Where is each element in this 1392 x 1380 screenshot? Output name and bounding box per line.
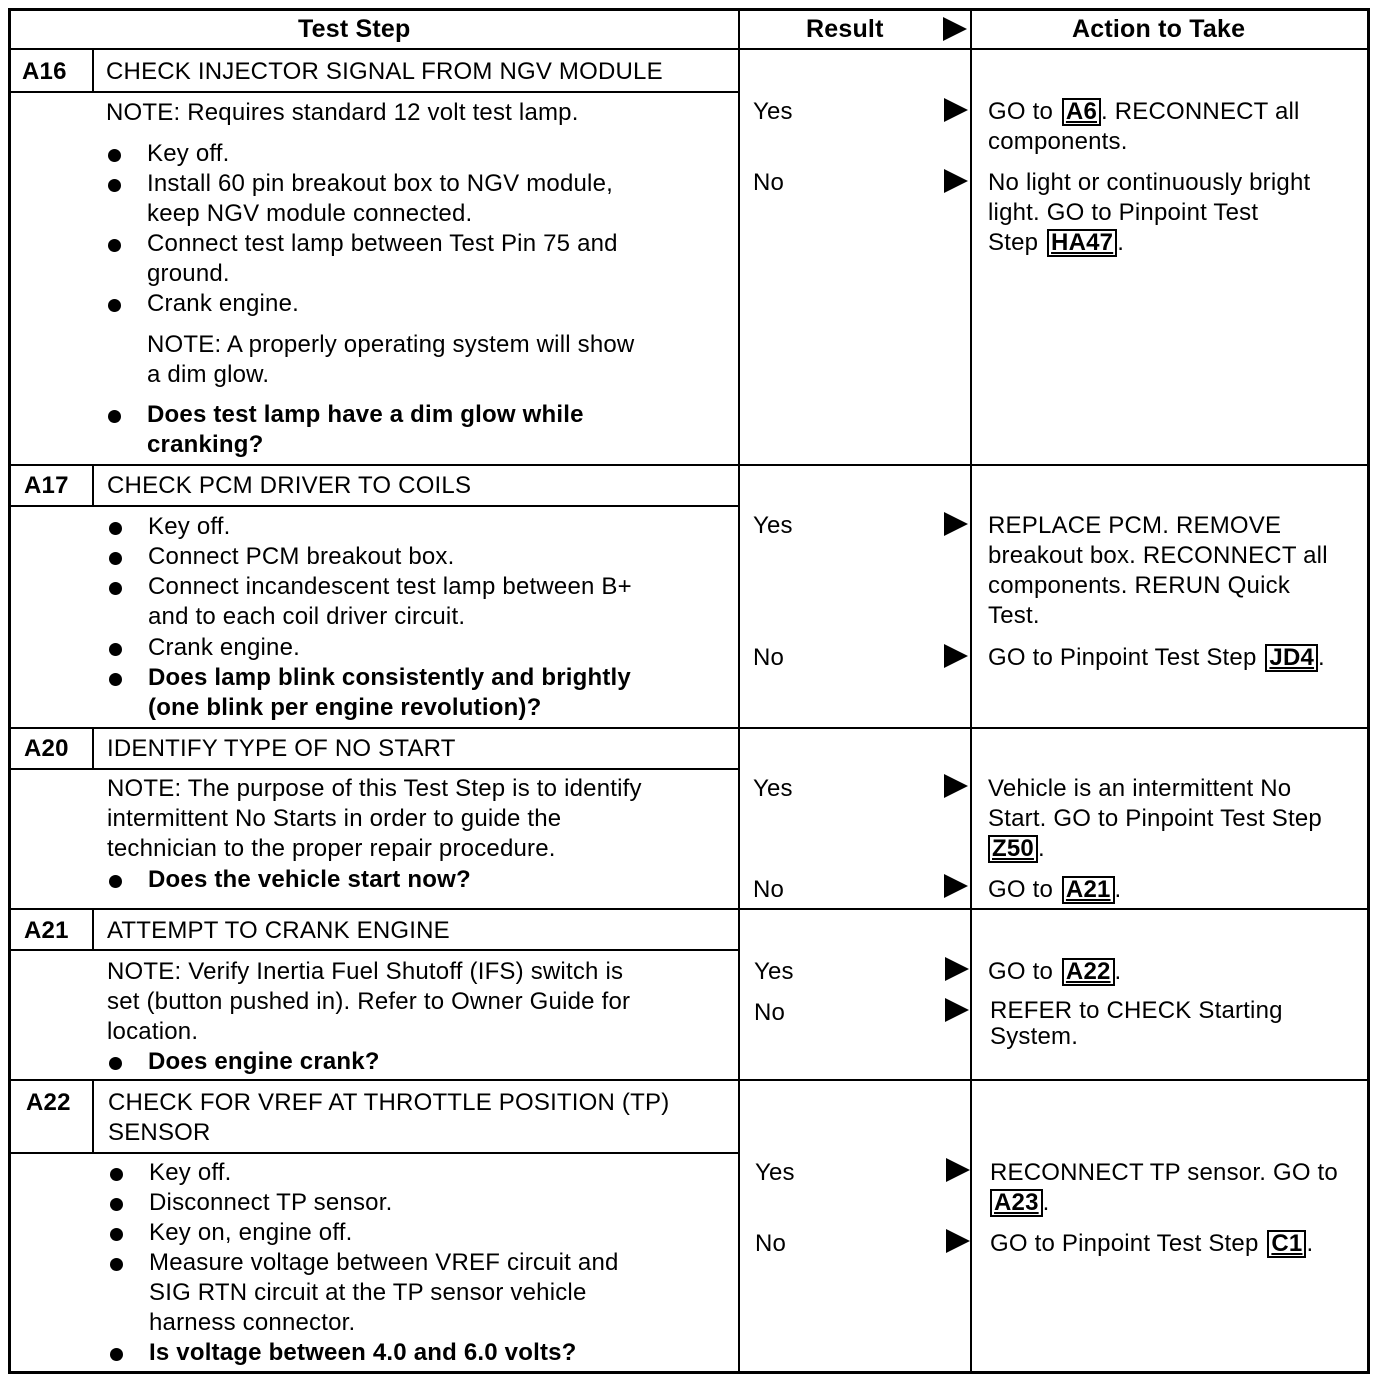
step-item: SIG RTN circuit at the TP sensor vehicle — [149, 1279, 587, 1306]
arrow-icon — [946, 1158, 970, 1182]
action-text: Test. — [988, 602, 1040, 629]
action-text: GO to — [988, 98, 1054, 125]
action-text: Start. GO to Pinpoint Test Step — [988, 805, 1322, 832]
bullet-icon — [110, 1198, 123, 1211]
action-text: . RECONNECT all — [1101, 98, 1300, 125]
action-text: System. — [990, 1023, 1079, 1050]
action-text: . — [1114, 876, 1122, 903]
step-note: NOTE: The purpose of this Test Step is to identify — [107, 775, 642, 802]
action-text: RECONNECT TP sensor. GO to — [990, 1159, 1338, 1186]
result-no: No — [753, 876, 785, 903]
step-ref-link[interactable]: C1 — [1267, 1230, 1306, 1258]
action-text: . — [1114, 958, 1122, 985]
step-note: NOTE: A properly operating system will show — [147, 331, 635, 358]
action-text: Step — [988, 229, 1039, 256]
step-item: Connect incandescent test lamp between B+ — [148, 573, 632, 600]
arrow-icon — [944, 644, 968, 668]
step-ref-link[interactable]: A6 — [1062, 98, 1101, 126]
step-ref-link[interactable]: A21 — [1062, 876, 1115, 904]
bullet-icon — [110, 1228, 123, 1241]
action-text: REPLACE PCM. REMOVE — [988, 512, 1282, 539]
result-no: No — [753, 644, 785, 671]
result-yes: Yes — [753, 98, 793, 125]
step-note: NOTE: Requires standard 12 volt test lamp. — [106, 99, 579, 126]
step-title: ATTEMPT TO CRANK ENGINE — [107, 917, 450, 944]
step-item: and to each coil driver circuit. — [148, 603, 466, 630]
step-question: Does the vehicle start now? — [148, 866, 471, 893]
step-note: NOTE: Verify Inertia Fuel Shutoff (IFS) switch is — [107, 958, 624, 985]
bullet-icon — [110, 1348, 123, 1361]
bullet-icon — [110, 1168, 123, 1181]
action-text: REFER to CHECK Starting — [990, 997, 1283, 1024]
action-no — [988, 875, 1121, 905]
bullet-icon — [109, 582, 122, 595]
step-item: harness connector. — [149, 1309, 356, 1336]
arrow-icon — [944, 874, 968, 898]
step-note: technician to the proper repair procedure. — [107, 835, 556, 862]
step-question: Is voltage between 4.0 and 6.0 volts? — [149, 1339, 577, 1366]
step-item: keep NGV module connected. — [147, 200, 473, 227]
step-item: Key on, engine off. — [149, 1219, 353, 1246]
step-ref-link[interactable]: HA47 — [1047, 229, 1117, 257]
step-title: CHECK PCM DRIVER TO COILS — [107, 472, 472, 499]
bullet-icon — [109, 1057, 122, 1070]
result-yes: Yes — [753, 512, 793, 539]
action-text: . — [1306, 1230, 1314, 1257]
result-yes: Yes — [755, 1159, 795, 1186]
action-text: light. GO to Pinpoint Test — [988, 199, 1259, 226]
step-ref-link[interactable]: A23 — [990, 1189, 1043, 1217]
bullet-icon — [109, 673, 122, 686]
action-text: breakout box. RECONNECT all — [988, 542, 1328, 569]
action-text: components. RERUN Quick — [988, 572, 1291, 599]
result-yes: Yes — [754, 958, 794, 985]
action-no — [988, 643, 1325, 673]
bullet-icon — [109, 643, 122, 656]
bullet-icon — [110, 1258, 123, 1271]
header-test-step: Test Step — [298, 15, 411, 43]
action-text: GO to — [988, 958, 1054, 985]
arrow-icon — [943, 17, 967, 41]
step-note: a dim glow. — [147, 361, 270, 388]
arrow-icon — [945, 998, 969, 1022]
step-id: A22 — [26, 1089, 71, 1116]
arrow-icon — [944, 512, 968, 536]
step-note: intermittent No Starts in order to guide the — [107, 805, 562, 832]
step-question: Does lamp blink consistently and brightly — [148, 664, 631, 691]
result-yes: Yes — [753, 775, 793, 802]
step-item: Measure voltage between VREF circuit and — [149, 1249, 619, 1276]
step-title: CHECK INJECTOR SIGNAL FROM NGV MODULE — [106, 58, 663, 85]
step-question: Does test lamp have a dim glow while — [147, 401, 584, 428]
step-item: Key off. — [149, 1159, 232, 1186]
step-note: location. — [107, 1018, 199, 1045]
result-no: No — [755, 1230, 787, 1257]
header-result: Result — [806, 15, 884, 43]
action-text: Vehicle is an intermittent No — [988, 775, 1292, 802]
action-text: . — [1037, 835, 1045, 862]
action-yes — [988, 97, 1300, 127]
bullet-icon — [108, 299, 121, 312]
arrow-icon — [946, 1229, 970, 1253]
bullet-icon — [109, 552, 122, 565]
step-item: Crank engine. — [148, 634, 301, 661]
arrow-icon — [944, 98, 968, 122]
action-no — [988, 228, 1124, 258]
action-text: . — [1042, 1189, 1050, 1216]
action-text: GO to Pinpoint Test Step — [988, 644, 1257, 671]
bullet-icon — [108, 239, 121, 252]
step-item: ground. — [147, 260, 230, 287]
step-item: Connect PCM breakout box. — [148, 543, 455, 570]
result-no: No — [753, 169, 785, 196]
action-text: GO to — [988, 876, 1054, 903]
arrow-icon — [944, 774, 968, 798]
step-id: A21 — [24, 917, 69, 944]
step-item: Key off. — [148, 513, 231, 540]
step-question: (one blink per engine revolution)? — [148, 694, 542, 721]
step-title: SENSOR — [108, 1119, 211, 1146]
action-yes — [986, 834, 1045, 864]
action-text: No light or continuously bright — [988, 169, 1311, 196]
bullet-icon — [108, 410, 121, 423]
bullet-icon — [108, 149, 121, 162]
arrow-icon — [945, 957, 969, 981]
step-item: Disconnect TP sensor. — [149, 1189, 393, 1216]
action-text: . — [1117, 229, 1125, 256]
step-ref-link[interactable]: Z50 — [988, 835, 1038, 863]
action-no — [990, 1229, 1313, 1259]
action-text: . — [1318, 644, 1325, 671]
bullet-icon — [109, 522, 122, 535]
step-question: cranking? — [147, 431, 264, 458]
bullet-icon — [109, 875, 122, 888]
header-action: Action to Take — [1072, 15, 1246, 43]
step-ref-link[interactable]: JD4 — [1265, 644, 1318, 672]
step-id: A20 — [24, 735, 69, 762]
step-ref-link[interactable]: A22 — [1062, 958, 1115, 986]
action-text: components. — [988, 128, 1128, 155]
action-yes — [988, 957, 1121, 987]
action-text: GO to Pinpoint Test Step — [990, 1230, 1259, 1257]
bullet-icon — [108, 179, 121, 192]
step-id: A16 — [22, 58, 67, 85]
step-item: Connect test lamp between Test Pin 75 and — [147, 230, 618, 257]
step-item: Key off. — [147, 140, 230, 167]
step-id: A17 — [24, 472, 69, 499]
arrow-icon — [944, 169, 968, 193]
action-yes — [988, 1188, 1050, 1218]
step-item: Install 60 pin breakout box to NGV module, — [147, 170, 613, 197]
step-title: CHECK FOR VREF AT THROTTLE POSITION (TP) — [108, 1089, 670, 1116]
step-question: Does engine crank? — [148, 1048, 380, 1075]
step-item: Crank engine. — [147, 290, 300, 317]
step-note: set (button pushed in). Refer to Owner Guide for — [107, 988, 631, 1015]
result-no: No — [754, 999, 786, 1026]
step-title: IDENTIFY TYPE OF NO START — [107, 735, 456, 762]
